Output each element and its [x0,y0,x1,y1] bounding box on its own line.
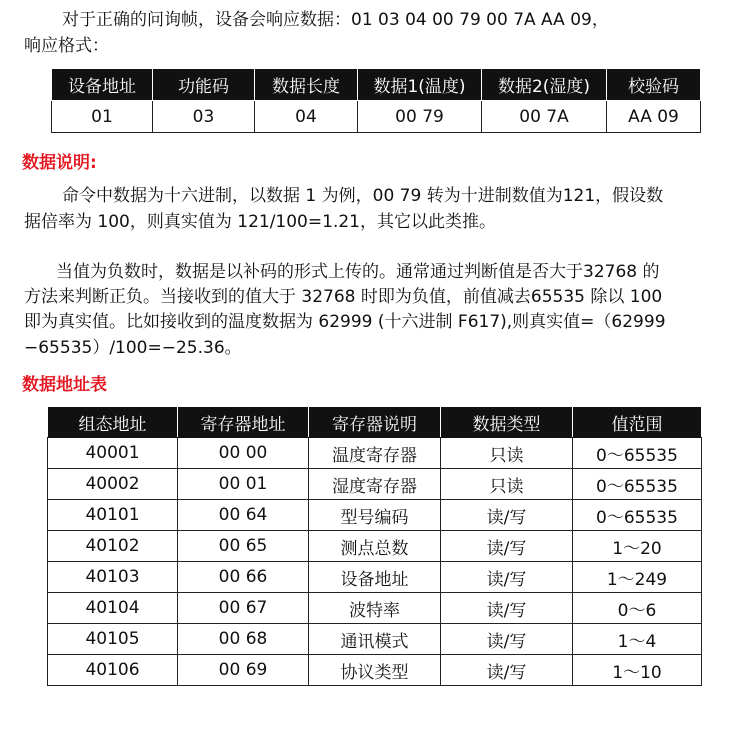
address-header-cell: 寄存器说明 [309,407,441,438]
register-description-cell: 温度寄存器 [309,438,441,469]
intro-line-1: 对于正确的问询帧，设备会响应数据：01 03 04 00 79 00 7A AA 09， [62,10,609,30]
config-address-cell: 40106 [48,655,178,686]
value-range-cell: 0～65535 [573,469,702,500]
data-type-cell: 只读 [441,438,573,469]
register-address-cell: 00 00 [178,438,309,469]
register-address-cell: 00 68 [178,624,309,655]
address-header-cell: 组态地址 [48,407,178,438]
table-row [48,469,702,500]
register-description-cell: 波特率 [309,593,441,624]
response-cell: 03 [153,101,255,133]
value-range-cell: 1～20 [573,531,702,562]
config-address-cell: 40103 [48,562,178,593]
register-description-cell: 测点总数 [309,531,441,562]
data-type-cell: 读/写 [441,500,573,531]
response-header-cell: 功能码 [153,69,255,101]
response-header-cell: 数据2(湿度) [482,69,607,101]
config-address-cell: 40105 [48,624,178,655]
address-table-header-row [48,407,702,438]
value-range-cell: 0～65535 [573,438,702,469]
table-row [48,531,702,562]
register-description-cell: 通讯模式 [309,624,441,655]
register-address-cell: 00 69 [178,655,309,686]
table-row [48,438,702,469]
table-row [52,101,701,133]
register-address-cell: 00 65 [178,531,309,562]
description-para2-line3: 即为真实值。比如接收到的温度数据为 62999 (十六进制 F617),则真实值=（62999 [24,312,666,332]
register-description-cell: 设备地址 [309,562,441,593]
config-address-cell: 40101 [48,500,178,531]
table-row [48,562,702,593]
config-address-cell: 40002 [48,469,178,500]
table-row [48,500,702,531]
description-para2-line4: −65535）/100=−25.36。 [24,338,242,358]
value-range-cell: 1～10 [573,655,702,686]
intro-line-2: 响应格式： [24,36,109,56]
register-address-cell: 00 64 [178,500,309,531]
response-header-cell: 校验码 [607,69,701,101]
response-header-cell: 数据1(温度) [358,69,482,101]
data-address-table [47,406,702,686]
description-para1-line1: 命令中数据为十六进制，以数据 1 为例，00 79 转为十进制数值为121，假设数 [62,186,664,206]
register-description-cell: 湿度寄存器 [309,469,441,500]
register-address-cell: 00 66 [178,562,309,593]
value-range-cell: 0～65535 [573,500,702,531]
address-header-cell: 值范围 [573,407,702,438]
response-cell: 00 79 [358,101,482,133]
response-cell: AA 09 [607,101,701,133]
data-type-cell: 读/写 [441,593,573,624]
table-row [48,593,702,624]
data-type-cell: 读/写 [441,624,573,655]
register-description-cell: 型号编码 [309,500,441,531]
response-header-cell: 设备地址 [52,69,153,101]
response-cell: 00 7A [482,101,607,133]
table-row [48,624,702,655]
register-address-cell: 00 67 [178,593,309,624]
address-header-cell: 数据类型 [441,407,573,438]
description-para2-line2: 方法来判断正负。当接收到的值大于 32768 时即为负值，前值减去65535 除以 100 [24,287,663,307]
value-range-cell: 0～6 [573,593,702,624]
response-cell: 01 [52,101,153,133]
data-type-cell: 读/写 [441,655,573,686]
address-header-cell: 寄存器地址 [178,407,309,438]
response-format-table [51,68,701,133]
data-type-cell: 只读 [441,469,573,500]
table-row [48,655,702,686]
data-type-cell: 读/写 [441,562,573,593]
data-description-heading: 数据说明: [22,153,97,173]
response-header-cell: 数据长度 [255,69,358,101]
value-range-cell: 1～4 [573,624,702,655]
address-table-heading: 数据地址表 [22,375,107,395]
response-cell: 04 [255,101,358,133]
data-type-cell: 读/写 [441,531,573,562]
register-description-cell: 协议类型 [309,655,441,686]
description-para1-line2: 据倍率为 100，则真实值为 121/100=1.21，其它以此类推。 [24,212,496,232]
config-address-cell: 40102 [48,531,178,562]
description-para2-line1: 当值为负数时，数据是以补码的形式上传的。通常通过判断值是否大于32768 的 [56,262,660,282]
config-address-cell: 40001 [48,438,178,469]
config-address-cell: 40104 [48,593,178,624]
response-table-header-row [52,69,701,101]
value-range-cell: 1～249 [573,562,702,593]
register-address-cell: 00 01 [178,469,309,500]
